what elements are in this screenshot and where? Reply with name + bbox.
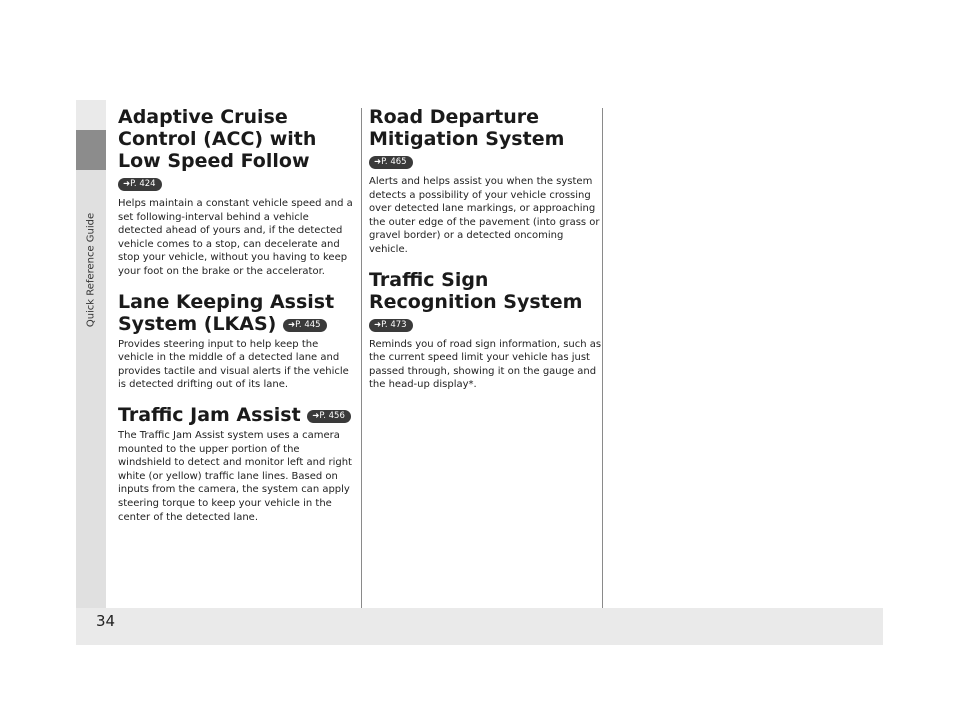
section-title bbox=[118, 404, 353, 426]
section-traffic-jam-assist bbox=[118, 404, 353, 524]
page-ref-link[interactable] bbox=[369, 156, 413, 169]
page-ref-link[interactable] bbox=[369, 319, 413, 332]
section-title-text: Traffic Jam Assist bbox=[118, 403, 301, 426]
page-ref-text: P. 445 bbox=[295, 319, 321, 330]
page-ref-text: P. 456 bbox=[319, 410, 345, 421]
section-body: Helps maintain a constant vehicle speed and a set following-interval behind a vehicle detected ahead of yours and, if the detected vehicle comes to a stop, can decelerate and stop your vehicle, without you having to keep your foot on the brake or the accelerator. bbox=[118, 198, 353, 277]
page-ref-link[interactable] bbox=[307, 410, 351, 423]
section-title bbox=[118, 106, 353, 194]
side-label: Quick Reference Guide bbox=[85, 212, 97, 328]
page-number: 34 bbox=[96, 612, 116, 630]
section-title-text: Lane Keeping Assist System (LKAS) bbox=[118, 290, 335, 335]
left-column bbox=[118, 106, 353, 536]
section-title bbox=[118, 291, 353, 335]
section-body: Alerts and helps assist you when the system detects a possibility of your vehicle crossing over detected lane markings, or approaching the outer edge of the pavement (into grass or gravel border) or a detected oncoming vehicle. bbox=[369, 176, 600, 255]
right-column bbox=[369, 106, 604, 404]
page-ref-text: P. 424 bbox=[130, 179, 156, 189]
section-title-text: Traffic Sign Recognition System bbox=[369, 268, 583, 313]
column-divider-left bbox=[361, 108, 362, 608]
section-traffic-sign bbox=[369, 269, 604, 392]
page-ref-link[interactable] bbox=[118, 178, 162, 191]
section-title bbox=[369, 106, 604, 172]
arrow-right-icon: ➜ bbox=[287, 319, 296, 330]
section-body: The Traffic Jam Assist system uses a camera mounted to the upper portion of the windshield to detect and monitor left and right white (or yellow) traffic lane lines. Based on inputs from the camera, the system can apply steering torque to keep your vehicle in the center of the detected lane. bbox=[118, 429, 352, 523]
side-bar bbox=[76, 130, 106, 608]
section-tab-marker bbox=[76, 130, 106, 170]
section-road-departure bbox=[369, 106, 604, 257]
section-body: Reminds you of road sign information, such as the current speed limit your vehicle has just passed through, showing it on the gauge and the head-up display*. bbox=[369, 338, 602, 391]
section-title bbox=[369, 269, 604, 335]
section-body: Provides steering input to help keep the vehicle in the middle of a detected lane and provides tactile and visual alerts if the vehicle is detected drifting out of its lane. bbox=[118, 338, 349, 391]
page-ref-text: P. 473 bbox=[381, 319, 407, 330]
arrow-right-icon: ➜ bbox=[123, 179, 131, 189]
section-title-text: Adaptive Cruise Control (ACC) with Low Speed Follow bbox=[118, 106, 317, 172]
section-title-text: Road Departure Mitigation System bbox=[369, 106, 565, 150]
arrow-right-icon: ➜ bbox=[374, 157, 382, 167]
section-lkas bbox=[118, 291, 353, 392]
page-ref-text: P. 465 bbox=[381, 157, 407, 167]
arrow-right-icon: ➜ bbox=[374, 319, 382, 330]
page-ref-link[interactable] bbox=[283, 319, 327, 332]
arrow-right-icon: ➜ bbox=[312, 410, 320, 421]
section-acc bbox=[118, 106, 353, 279]
